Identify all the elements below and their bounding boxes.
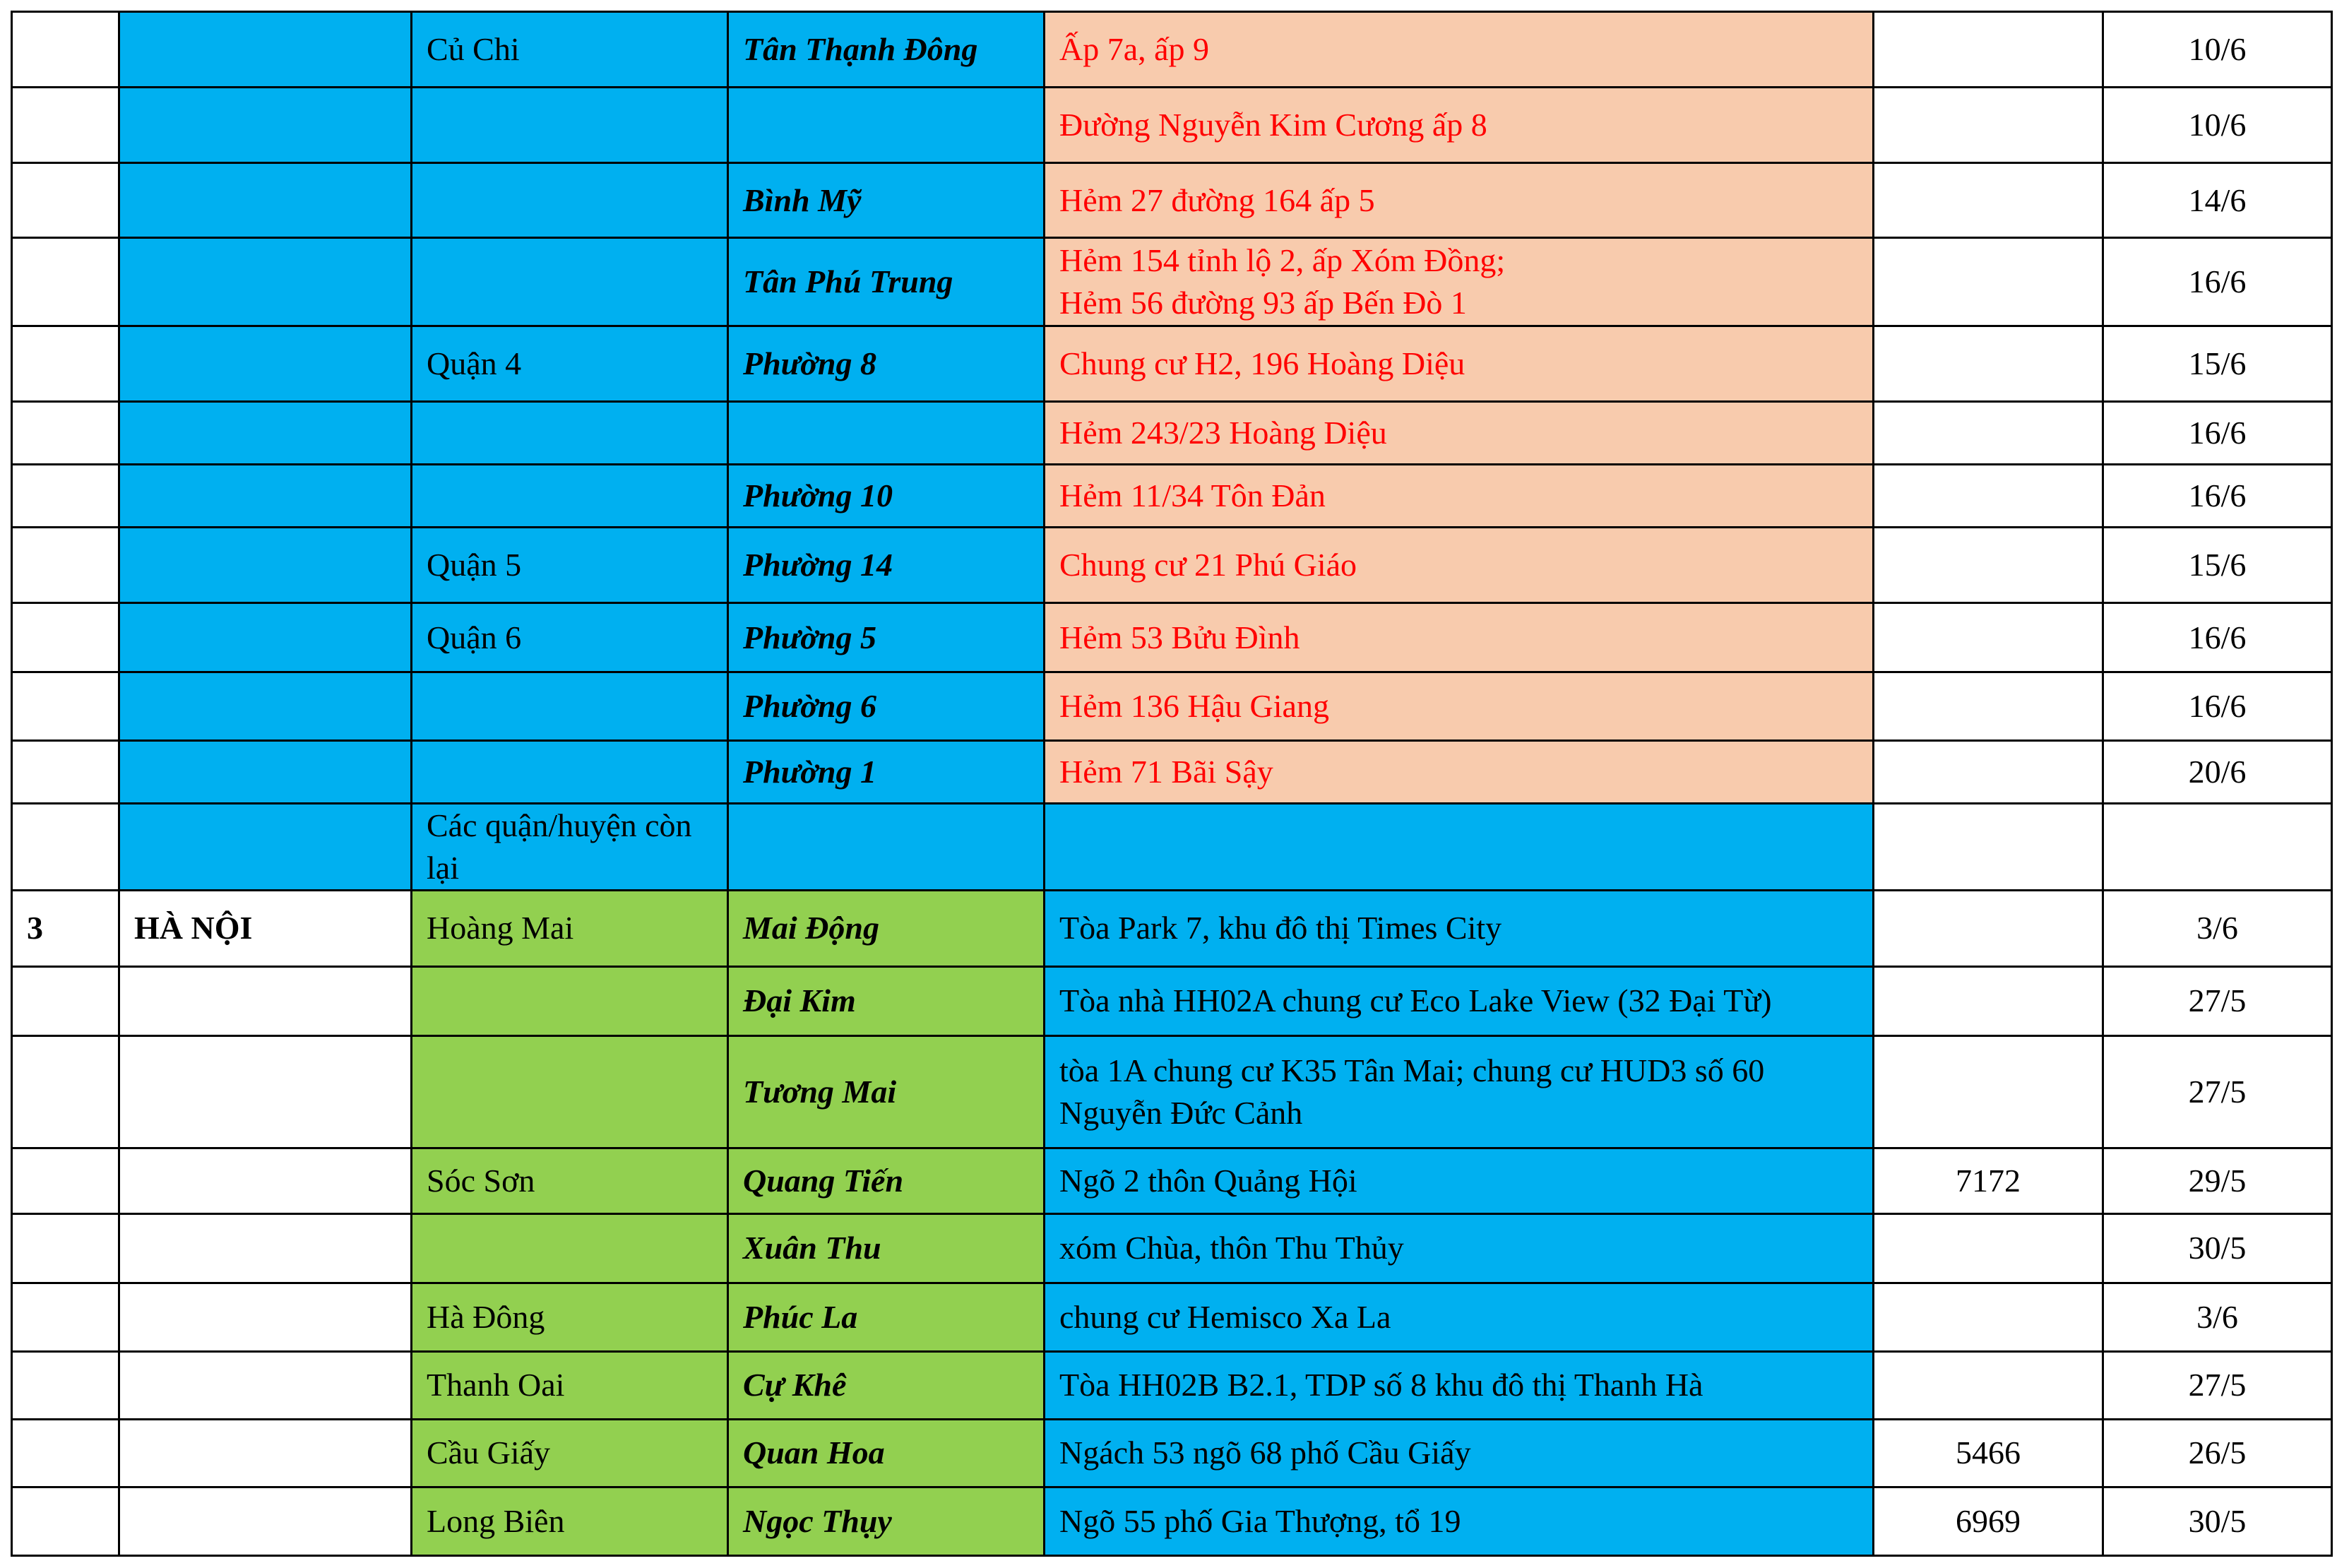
case-number-cell — [1874, 528, 2103, 603]
address-line: Hẻm 11/34 Tôn Đản — [1059, 477, 1326, 514]
ward-cell: Quang Tiến — [728, 1148, 1045, 1213]
address-line: Ngõ 2 thôn Quảng Hội — [1059, 1162, 1357, 1199]
address-line: Đường Nguyễn Kim Cương ấp 8 — [1059, 107, 1487, 143]
date-cell: 27/5 — [2103, 966, 2332, 1035]
district-cell — [412, 1213, 728, 1283]
case-number-cell — [1874, 966, 2103, 1035]
table-row — [12, 1148, 2332, 1213]
case-number-cell: 6969 — [1874, 1487, 2103, 1555]
province-cell — [119, 1351, 412, 1419]
table-row — [12, 238, 2332, 326]
date-cell: 10/6 — [2103, 88, 2332, 163]
province-cell — [119, 402, 412, 465]
district-cell — [412, 163, 728, 238]
date-cell: 15/6 — [2103, 326, 2332, 402]
province-cell — [119, 1035, 412, 1148]
date-cell: 26/5 — [2103, 1419, 2332, 1487]
province-cell — [119, 1213, 412, 1283]
address-line: Hẻm 27 đường 164 ấp 5 — [1059, 182, 1375, 218]
table-row — [12, 326, 2332, 402]
address-line: Hẻm 71 Bãi Sậy — [1059, 754, 1273, 790]
address-cell — [1045, 1351, 1874, 1419]
address-line: Hẻm 243/23 Hoàng Diệu — [1059, 415, 1387, 451]
case-number-cell — [1874, 1283, 2103, 1351]
address-cell — [1045, 804, 1874, 891]
stt-cell — [12, 804, 119, 891]
district-cell — [412, 238, 728, 326]
date-cell: 30/5 — [2103, 1213, 2332, 1283]
address-line: Tòa Park 7, khu đô thị Times City — [1059, 910, 1502, 946]
address-cell — [1045, 1148, 1874, 1213]
case-number-cell — [1874, 804, 2103, 891]
ward-cell: Tân Phú Trung — [728, 238, 1045, 326]
address-cell — [1045, 1213, 1874, 1283]
table-row — [12, 741, 2332, 804]
address-line: chung cư Hemisco Xa La — [1059, 1298, 1391, 1335]
case-number-cell — [1874, 1035, 2103, 1148]
address-line: Tòa nhà HH02A chung cư Eco Lake View (32 Đại Từ) — [1059, 982, 1772, 1019]
table-row — [12, 528, 2332, 603]
address-cell — [1045, 163, 1874, 238]
table-row — [12, 890, 2332, 966]
ward-cell: Phường 6 — [728, 672, 1045, 741]
stt-cell — [12, 1419, 119, 1487]
address-cell — [1045, 672, 1874, 741]
address-cell — [1045, 465, 1874, 528]
table-row — [12, 1213, 2332, 1283]
stt-cell — [12, 1213, 119, 1283]
table-row — [12, 402, 2332, 465]
address-cell — [1045, 603, 1874, 672]
table-row — [12, 804, 2332, 891]
case-number-cell — [1874, 238, 2103, 326]
ward-cell: Phường 10 — [728, 465, 1045, 528]
case-number-cell — [1874, 402, 2103, 465]
province-cell — [119, 1283, 412, 1351]
address-line: Ngách 53 ngõ 68 phố Cầu Giấy — [1059, 1435, 1471, 1471]
date-cell: 16/6 — [2103, 465, 2332, 528]
date-cell: 20/6 — [2103, 741, 2332, 804]
address-cell — [1045, 402, 1874, 465]
province-cell — [119, 528, 412, 603]
date-cell: 16/6 — [2103, 238, 2332, 326]
province-cell — [119, 1487, 412, 1555]
ward-cell — [728, 804, 1045, 891]
province-cell — [119, 672, 412, 741]
table-row — [12, 672, 2332, 741]
ward-cell: Phúc La — [728, 1283, 1045, 1351]
stt-cell — [12, 12, 119, 88]
province-cell — [119, 966, 412, 1035]
date-cell: 3/6 — [2103, 890, 2332, 966]
table-row — [12, 465, 2332, 528]
province-cell — [119, 163, 412, 238]
date-cell: 29/5 — [2103, 1148, 2332, 1213]
district-cell — [412, 88, 728, 163]
address-cell — [1045, 1487, 1874, 1555]
province-cell — [119, 741, 412, 804]
stt-cell — [12, 88, 119, 163]
province-cell — [119, 465, 412, 528]
district-cell — [412, 402, 728, 465]
date-cell: 10/6 — [2103, 12, 2332, 88]
address-line: Chung cư H2, 196 Hoàng Diệu — [1059, 345, 1465, 382]
stt-cell — [12, 966, 119, 1035]
table-row — [12, 1283, 2332, 1351]
province-cell — [119, 804, 412, 891]
stt-cell — [12, 528, 119, 603]
stt-cell — [12, 163, 119, 238]
district-cell — [412, 672, 728, 741]
date-cell: 27/5 — [2103, 1035, 2332, 1148]
ward-cell: Phường 8 — [728, 326, 1045, 402]
table-body — [12, 12, 2332, 1556]
province-cell: HÀ NỘI — [119, 890, 412, 966]
province-cell — [119, 88, 412, 163]
ward-cell: Tương Mai — [728, 1035, 1045, 1148]
address-cell — [1045, 88, 1874, 163]
stt-cell — [12, 1148, 119, 1213]
address-cell — [1045, 1035, 1874, 1148]
district-cell: Các quận/huyện còn lại — [412, 804, 728, 891]
stt-cell — [12, 402, 119, 465]
ward-cell: Phường 5 — [728, 603, 1045, 672]
address-cell — [1045, 1283, 1874, 1351]
address-line: Tòa HH02B B2.1, TDP số 8 khu đô thị Thanh Hà — [1059, 1367, 1703, 1403]
address-line: Hẻm 56 đường 93 ấp Bến Đò 1 — [1059, 285, 1467, 321]
address-line: Ấp 7a, ấp 9 — [1059, 31, 1210, 68]
district-cell: Hoàng Mai — [412, 890, 728, 966]
date-cell: 16/6 — [2103, 402, 2332, 465]
district-cell: Long Biên — [412, 1487, 728, 1555]
date-cell: 30/5 — [2103, 1487, 2332, 1555]
stt-cell — [12, 1487, 119, 1555]
stt-cell — [12, 1283, 119, 1351]
table-row — [12, 163, 2332, 238]
stt-cell — [12, 1351, 119, 1419]
ward-cell: Quan Hoa — [728, 1419, 1045, 1487]
address-cell — [1045, 238, 1874, 326]
stt-cell — [12, 741, 119, 804]
case-number-cell — [1874, 741, 2103, 804]
address-line: tòa 1A chung cư K35 Tân Mai; chung cư HUD3 số 60 Nguyễn Đức Cảnh — [1059, 1052, 1765, 1131]
stt-cell — [12, 238, 119, 326]
ward-cell — [728, 402, 1045, 465]
address-line: Hẻm 154 tỉnh lộ 2, ấp Xóm Đồng; — [1059, 242, 1506, 279]
province-cell — [119, 12, 412, 88]
ward-cell: Xuân Thu — [728, 1213, 1045, 1283]
province-cell — [119, 1148, 412, 1213]
address-cell — [1045, 1419, 1874, 1487]
district-cell: Quận 5 — [412, 528, 728, 603]
address-line: xóm Chùa, thôn Thu Thủy — [1059, 1230, 1404, 1266]
address-line: Chung cư 21 Phú Giáo — [1059, 547, 1357, 583]
ward-cell: Đại Kim — [728, 966, 1045, 1035]
case-number-cell — [1874, 672, 2103, 741]
district-cell: Củ Chi — [412, 12, 728, 88]
date-cell: 16/6 — [2103, 672, 2332, 741]
district-cell: Quận 4 — [412, 326, 728, 402]
case-number-cell — [1874, 1351, 2103, 1419]
table-row — [12, 88, 2332, 163]
case-number-cell: 7172 — [1874, 1148, 2103, 1213]
province-cell — [119, 238, 412, 326]
district-cell: Thanh Oai — [412, 1351, 728, 1419]
address-cell — [1045, 326, 1874, 402]
table-row — [12, 12, 2332, 88]
table-row — [12, 966, 2332, 1035]
ward-cell: Ngọc Thụy — [728, 1487, 1045, 1555]
stt-cell — [12, 1035, 119, 1148]
district-cell: Sóc Sơn — [412, 1148, 728, 1213]
date-cell: 27/5 — [2103, 1351, 2332, 1419]
province-cell — [119, 1419, 412, 1487]
district-cell — [412, 465, 728, 528]
ward-cell: Cự Khê — [728, 1351, 1045, 1419]
date-cell: 14/6 — [2103, 163, 2332, 238]
district-cell: Hà Đông — [412, 1283, 728, 1351]
case-number-cell — [1874, 603, 2103, 672]
stt-cell — [12, 672, 119, 741]
district-cell — [412, 966, 728, 1035]
ward-cell: Bình Mỹ — [728, 163, 1045, 238]
table-row — [12, 1035, 2332, 1148]
stt-cell: 3 — [12, 890, 119, 966]
case-number-cell — [1874, 465, 2103, 528]
date-cell: 3/6 — [2103, 1283, 2332, 1351]
case-number-cell — [1874, 88, 2103, 163]
ward-cell — [728, 88, 1045, 163]
ward-cell: Phường 14 — [728, 528, 1045, 603]
district-cell — [412, 741, 728, 804]
address-cell — [1045, 966, 1874, 1035]
address-cell — [1045, 741, 1874, 804]
district-cell — [412, 1035, 728, 1148]
date-cell — [2103, 804, 2332, 891]
table-row — [12, 1419, 2332, 1487]
stt-cell — [12, 465, 119, 528]
ward-cell: Mai Động — [728, 890, 1045, 966]
outbreak-locations-table — [11, 11, 2333, 1557]
stt-cell — [12, 326, 119, 402]
province-cell — [119, 326, 412, 402]
date-cell: 15/6 — [2103, 528, 2332, 603]
case-number-cell: 5466 — [1874, 1419, 2103, 1487]
table-row — [12, 603, 2332, 672]
stt-cell — [12, 603, 119, 672]
case-number-cell — [1874, 890, 2103, 966]
ward-cell: Tân Thạnh Đông — [728, 12, 1045, 88]
case-number-cell — [1874, 163, 2103, 238]
table-row — [12, 1487, 2332, 1555]
district-cell: Quận 6 — [412, 603, 728, 672]
ward-cell: Phường 1 — [728, 741, 1045, 804]
address-line: Hẻm 53 Bửu Đình — [1059, 619, 1300, 655]
case-number-cell — [1874, 326, 2103, 402]
address-cell — [1045, 528, 1874, 603]
address-line: Hẻm 136 Hậu Giang — [1059, 688, 1329, 725]
case-number-cell — [1874, 1213, 2103, 1283]
address-cell — [1045, 890, 1874, 966]
district-cell: Cầu Giấy — [412, 1419, 728, 1487]
address-line: Ngõ 55 phố Gia Thượng, tổ 19 — [1059, 1502, 1461, 1539]
address-cell — [1045, 12, 1874, 88]
table-row — [12, 1351, 2332, 1419]
province-cell — [119, 603, 412, 672]
date-cell: 16/6 — [2103, 603, 2332, 672]
case-number-cell — [1874, 12, 2103, 88]
